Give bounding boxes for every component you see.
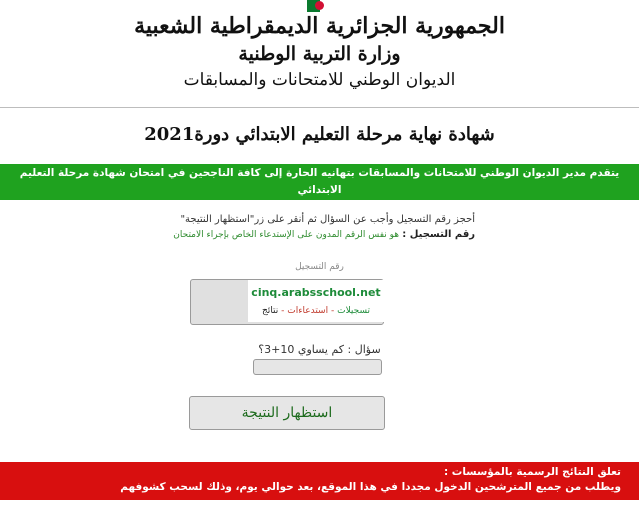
congratulations-line-1: يتقدم مدير الديوان الوطني للامتحانات والمسابقات بتهانيه الحارة إلى كافة الناجحين في امتحان شهادة مرحلة التعليم الابتدائي — [19, 167, 620, 196]
watermark-link-convocations: استدعاءات — [287, 306, 329, 316]
answer-input[interactable] — [253, 359, 382, 375]
registration-hint — [0, 227, 475, 242]
watermark-separator: - — [330, 306, 335, 316]
office-title: الديوان الوطني للامتحانات والمسابقات — [183, 70, 456, 90]
republic-title: الجمهورية الجزائرية الديمقراطية الشعبية — [134, 13, 505, 39]
instructions-text: أحجز رقم التسجيل وأجب عن السؤال ثم أنقر على زر"استظهار النتيجة" — [180, 214, 475, 225]
registration-field-label: رقم التسجيل — [295, 262, 344, 272]
instructions — [0, 212, 639, 242]
registration-hint-label: رقم التسجيل : — [402, 229, 475, 240]
watermark-link-registrations: تسجيلات — [337, 306, 370, 316]
page-header — [0, 12, 639, 93]
notice-banner — [0, 462, 639, 500]
security-question: سؤال : كم يساوي 10+3؟ — [258, 343, 381, 356]
header-divider — [0, 107, 639, 108]
algeria-flag-icon — [307, 0, 333, 12]
page-title: شهادة نهاية مرحلة التعليم الابتدائي دورة2021 — [144, 124, 495, 145]
registration-hint-text: هو نفس الرقم المدون على الإستدعاء الخاص بإجراء الامتحان — [173, 230, 400, 240]
watermark-separator: - — [281, 306, 285, 316]
notice-line-2: ويطلب من جميع المترشحين الدخول مجددا في هذا الموقع، بعد حوالي يوم، وذلك لسحب كشوفهم — [120, 481, 621, 493]
watermark-link-results: نتائج — [262, 306, 279, 316]
watermark-site: cinq.arabsschool.net — [251, 286, 381, 299]
notice-line-1: تعلق النتائج الرسمية بالمؤسسات : — [443, 466, 621, 478]
congratulations-banner — [0, 164, 639, 213]
congratulations-line-2: كما يتمنى النجاح مستقبلا للذين لم يسعفهم الحظ في هذه الدورة — [152, 201, 487, 213]
watermark-links — [248, 304, 384, 318]
watermark — [248, 280, 384, 322]
ministry-title: وزارة التربية الوطنية — [238, 43, 401, 65]
show-result-button[interactable]: استظهار النتيجة — [189, 396, 385, 430]
